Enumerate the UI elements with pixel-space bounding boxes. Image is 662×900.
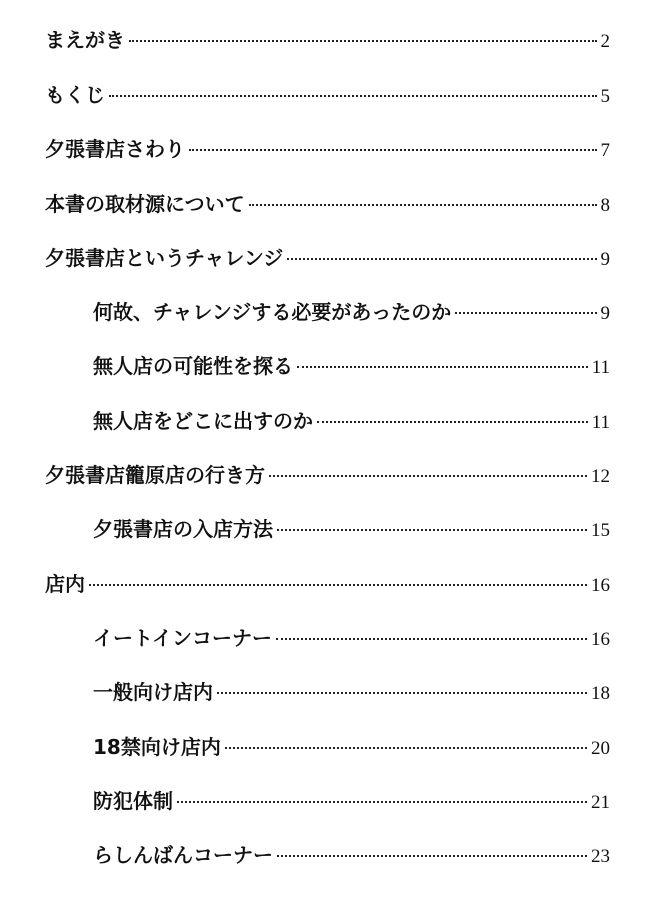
toc-dot-leader: [455, 312, 596, 314]
toc-dot-leader: [109, 95, 597, 97]
toc-entry: [93, 403, 610, 439]
toc-entry: [45, 22, 610, 58]
toc-entry: [93, 729, 610, 765]
toc-dot-leader: [317, 421, 588, 423]
toc-entry-page: 8: [600, 195, 610, 216]
toc-dot-leader: [297, 366, 588, 368]
toc-entry-page: 16: [591, 629, 610, 650]
toc-entry-page: 23: [591, 846, 610, 867]
toc-entry-page: 18: [591, 683, 610, 704]
toc-entry-page: 12: [591, 466, 610, 487]
toc-entry-title: 何故、チャレンジする必要があったのか: [93, 300, 452, 324]
toc-entry-title: 一般向け店内: [93, 680, 213, 704]
toc-entry-page: 7: [600, 140, 610, 161]
toc-entry: [93, 511, 610, 547]
toc-entry: [93, 674, 610, 710]
toc-entry: [93, 348, 610, 384]
toc-entry-title: 夕張書店籠原店の行き方: [45, 463, 265, 487]
toc-dot-leader: [177, 801, 587, 803]
toc-entry-page: 9: [600, 249, 610, 270]
toc-entry-title: 夕張書店というチャレンジ: [45, 246, 284, 270]
toc-entry: [93, 837, 610, 873]
toc-entry-page: 9: [600, 303, 610, 324]
toc-entry: [45, 186, 610, 222]
toc-dot-leader: [277, 855, 587, 857]
toc-entry-title: 夕張書店さわり: [45, 137, 185, 161]
toc-entry-title: 無人店の可能性を探る: [93, 354, 293, 378]
toc-entry-title: 防犯体制: [93, 789, 173, 813]
toc-entry-title: 無人店をどこに出すのか: [93, 409, 313, 433]
toc-entry: [93, 294, 610, 330]
toc-entry: [45, 77, 610, 113]
toc-dot-leader: [129, 40, 597, 42]
toc-dot-leader: [287, 258, 596, 260]
toc-entry-title: 店内: [45, 572, 85, 596]
toc-entry-title: もくじ: [45, 83, 105, 107]
toc-entry-title: 夕張書店の入店方法: [93, 517, 273, 541]
toc-entry: [45, 457, 610, 493]
toc-entry-page: 21: [591, 792, 610, 813]
toc-dot-leader: [217, 692, 587, 694]
toc-dot-leader: [249, 204, 597, 206]
toc-entry-title: 18禁向け店内: [93, 735, 221, 759]
toc-entry-title: 本書の取材源について: [45, 192, 245, 216]
toc-entry-page: 16: [591, 575, 610, 596]
toc-entry: [45, 131, 610, 167]
toc-dot-leader: [269, 475, 587, 477]
toc-entry: [93, 620, 610, 656]
toc-dot-leader: [277, 529, 587, 531]
toc-entry-title: まえがき: [45, 28, 125, 52]
toc-dot-leader: [89, 584, 587, 586]
toc-entry-page: 11: [591, 357, 610, 378]
toc-entry: [93, 783, 610, 819]
toc-dot-leader: [276, 638, 587, 640]
toc-entry-page: 2: [600, 31, 610, 52]
toc-entry: [45, 566, 610, 602]
toc-entry-title: イートインコーナー: [93, 626, 272, 650]
toc-entry-page: 15: [591, 520, 610, 541]
toc-dot-leader: [225, 747, 587, 749]
toc-entry-page: 20: [591, 738, 610, 759]
toc-dot-leader: [189, 149, 597, 151]
toc-entry: [45, 240, 610, 276]
toc-entry-page: 5: [600, 86, 610, 107]
toc-entry-page: 11: [591, 412, 610, 433]
toc-entry-title: らしんばんコーナー: [93, 843, 273, 867]
